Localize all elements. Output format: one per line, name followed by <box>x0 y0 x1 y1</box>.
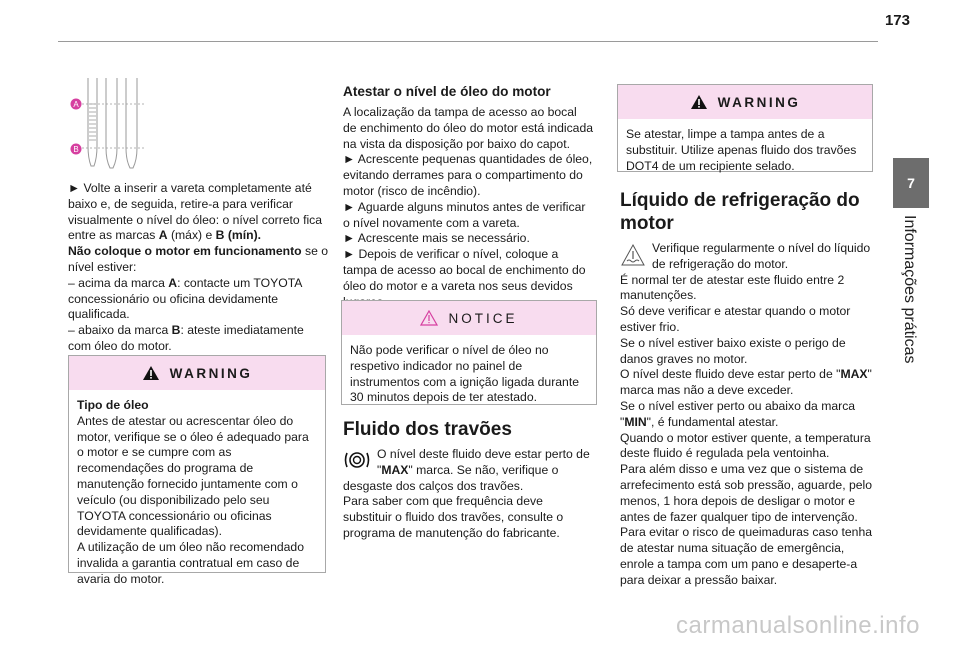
coolant-para-7: Quando o motor estiver quente, a temperatura deste fluido é regulada pela ventoinha. <box>620 430 871 461</box>
dipstick-figure <box>68 76 148 174</box>
warning-text-2: A utilização de um óleo não recomendado invalida a garantia contratual em caso de avaria do motor. <box>77 540 304 586</box>
coolant-icon <box>620 243 646 267</box>
oil-para-2: ► Acrescente pequenas quantidades de óleo, evitando derrames para o compartimento do motor (risco de incêndio). <box>343 152 593 198</box>
warning-triangle-icon <box>142 365 160 381</box>
paragraph-below-mark: – abaixo da marca B: ateste imediatamente com óleo do motor. <box>68 323 304 353</box>
oil-para-3: ► Aguarde alguns minutos antes de verificar o nível novamente com a vareta. <box>343 199 586 230</box>
page-number: 173 <box>884 12 910 29</box>
notice-box <box>341 300 597 405</box>
coolant-heading: Líquido de refrigeração do motor <box>620 190 860 234</box>
warning-box-brake <box>617 84 873 172</box>
brake-para-2: Para saber com que frequência deve substituir o fluido dos travões, consulte o programa de manutenção do fabricante. <box>343 494 564 540</box>
paragraph-above-mark: – acima da marca A: contacte um TOYOTA concessionário ou oficina devidamente qualificada. <box>68 275 302 322</box>
coolant-section <box>620 189 878 589</box>
watermark[interactable]: carmanualsonline.info <box>676 612 920 639</box>
oil-para-1: A localização da tampa de acesso ao bocal de enchimento do óleo do motor está indicada na vista da disposição por baixo do capot. <box>343 105 594 151</box>
chapter-title: Informações práticas <box>901 215 918 364</box>
oil-top-up-heading: Atestar o nível de óleo do motor <box>343 84 551 99</box>
brake-fluid-heading: Fluido dos travões <box>343 419 512 440</box>
coolant-para-2: É normal ter de atestar este fluido entre 2 manutenções. <box>620 272 845 303</box>
brake-fluid-section <box>343 418 593 542</box>
coolant-para-3: Só deve verificar e atestar quando o motor estiver frio. <box>620 304 851 334</box>
callout-b-label: B <box>73 145 79 154</box>
column-2 <box>343 84 593 310</box>
warning-text-1: Antes de atestar ou acrescentar óleo do motor, verifique se o óleo é adequado para o motor e se cumpre com as recomendações do programa de manutenção fornecido juntamente com o veículo (ou disponibilizado pelo seu TOYOTA concessionário ou oficinas devidamente qualificadas). <box>77 413 309 539</box>
warning-label: WARNING <box>717 94 801 110</box>
coolant-para-9: Para evitar o risco de queimaduras caso tenha de atestar numa situação de emergência, enrole a tampa com um pano e desaperte-a para deixar a pressão baixar. <box>620 525 873 587</box>
notice-text: Não pode verificar o nível de óleo no respetivo indicador no painel de instrumentos com a ignição ligada durante 30 minutos depois de ter atestado. <box>350 343 579 405</box>
warning-title: Tipo de óleo <box>77 398 149 412</box>
oil-para-5: ► Depois de verificar o nível, coloque a tampa de acesso ao bocal de enchimento do óleo do motor e a vareta nos seus devidos <box>343 247 586 293</box>
brake-fluid-icon <box>343 449 371 471</box>
chapter-tab[interactable] <box>893 158 929 208</box>
warning-header-brake <box>618 85 872 119</box>
warning-triangle-icon <box>690 94 708 110</box>
warning-header <box>69 356 325 390</box>
coolant-para-4: Se o nível estiver baixo existe o perigo de danos graves no motor. <box>620 335 846 366</box>
brake-para-1: O nível deste fluido deve estar perto de "MAX" marca. Se não, verifique o desgaste dos calços dos travões. <box>343 447 590 493</box>
caution-triangle-icon <box>420 310 438 326</box>
coolant-para-6: Se o nível estiver perto ou abaixo da marca "MIN", é fundamental atestar. <box>620 398 856 429</box>
oil-para-4: ► Acrescente mais se necessário. <box>343 231 530 246</box>
column-1-text <box>68 181 330 355</box>
warning-label: WARNING <box>169 365 253 381</box>
callout-a-label: A <box>73 100 79 109</box>
header-rule <box>58 41 878 42</box>
warning-box-oil <box>68 355 326 586</box>
notice-header <box>342 301 596 335</box>
coolant-para-5: O nível deste fluido deve estar perto de "MAX" marca mas não a deve exceder. <box>620 367 872 398</box>
notice-label: NOTICE <box>448 310 518 326</box>
paragraph-engine-warning: Não coloque o motor em funcionamento se o nível estiver: <box>68 244 329 274</box>
warning-brake-text: Se atestar, limpe a tampa antes de a substituir. Utilize apenas fluido dos travões DOT4 de um recipiente selado. <box>626 127 857 173</box>
coolant-para-8: Para além disso e uma vez que o sistema de arrefecimento está sob pressão, aguarde, pelo menos, 1 hora depois de desligar o motor e antes de fazer qualquer tipo de intervenção. <box>620 462 873 524</box>
paragraph-dipstick-check: ► Volte a inserir a vareta completamente até baixo e, de seguida, retire-a para verificar visualmente o nível do óleo: o nível correto fica entre as marcas A (máx) e B (mín). <box>68 181 323 243</box>
chapter-number: 7 <box>907 175 915 191</box>
coolant-para-1: Verifique regularmente o nível do líquido de refrigeração do motor. <box>620 241 878 273</box>
